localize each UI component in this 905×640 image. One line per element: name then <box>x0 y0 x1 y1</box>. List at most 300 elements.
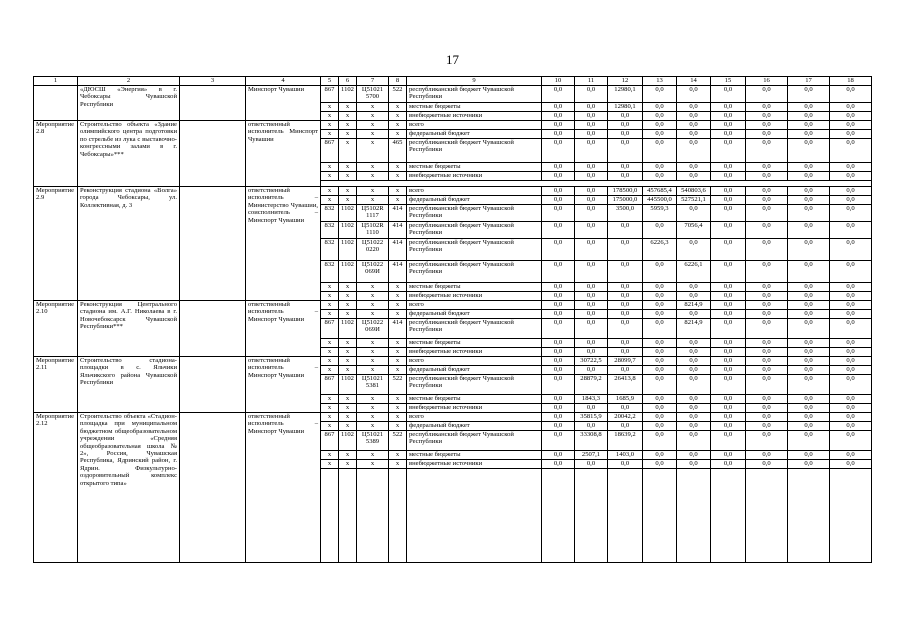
cell: 0,0 <box>788 339 830 348</box>
cell: x <box>339 283 357 292</box>
funding-source: местные бюджеты <box>407 283 542 292</box>
cell: x <box>339 366 357 375</box>
cell: x <box>339 187 357 196</box>
cell: 0,0 <box>677 163 711 172</box>
cell: 0,0 <box>677 172 711 181</box>
col-header: 10 <box>542 77 575 86</box>
cell <box>180 187 246 301</box>
cell: 0,0 <box>711 196 746 205</box>
cell: 1403,0 <box>608 451 643 460</box>
col-header: 13 <box>643 77 677 86</box>
measure-title: Строительство объекта «Здание олимпийского центра подготовки по стрельбе из лука с выставочно-конгрессными залами в г. Чебоксары»*** <box>78 121 180 187</box>
cell: 0,0 <box>711 310 746 319</box>
cell: 0,0 <box>711 348 746 357</box>
cell: x <box>321 112 339 121</box>
funding-source: внебюджетные источники <box>407 292 542 301</box>
cell: Ц51021 5389 <box>357 431 389 451</box>
cell: 2507,1 <box>575 451 608 460</box>
cell: x <box>339 112 357 121</box>
cell: 0,0 <box>746 339 788 348</box>
cell: 0,0 <box>677 283 711 292</box>
cell: 0,0 <box>830 130 872 139</box>
funding-source: республиканский бюджет Чувашской Республики <box>407 261 542 283</box>
cell: 1102 <box>339 431 357 451</box>
cell: 0,0 <box>788 292 830 301</box>
cell: 0,0 <box>677 422 711 431</box>
executor: ответственный исполнитель – Минспорт Чувашии <box>246 301 321 357</box>
cell: 0,0 <box>608 460 643 469</box>
cell <box>746 469 788 563</box>
cell: 0,0 <box>711 283 746 292</box>
cell <box>339 469 357 563</box>
cell: x <box>321 422 339 431</box>
cell: 0,0 <box>788 431 830 451</box>
cell: x <box>321 413 339 422</box>
cell: 0,0 <box>788 422 830 431</box>
cell: 0,0 <box>746 187 788 196</box>
cell: x <box>357 451 389 460</box>
cell: 0,0 <box>746 404 788 413</box>
cell: 0,0 <box>746 222 788 239</box>
cell: 867 <box>321 86 339 103</box>
cell: 465 <box>389 139 407 163</box>
cell: 0,0 <box>643 375 677 395</box>
cell: x <box>357 112 389 121</box>
executor: ответственный исполнитель Минспорт Чувашии <box>246 121 321 187</box>
cell: 0,0 <box>643 431 677 451</box>
executor: ответственный исполнитель – Минспорт Чувашии <box>246 413 321 563</box>
cell: 832 <box>321 261 339 283</box>
cell: x <box>357 292 389 301</box>
cell: 0,0 <box>575 348 608 357</box>
cell: 0,0 <box>542 222 575 239</box>
cell: x <box>357 130 389 139</box>
cell: Ц51022 069И <box>357 319 389 339</box>
col-header: 3 <box>180 77 246 86</box>
cell: 0,0 <box>746 348 788 357</box>
cell: 0,0 <box>711 366 746 375</box>
funding-source: федеральный бюджет <box>407 130 542 139</box>
header-row <box>34 77 872 86</box>
cell: 0,0 <box>830 301 872 310</box>
cell: 0,0 <box>608 366 643 375</box>
cell: 0,0 <box>608 163 643 172</box>
cell: x <box>357 163 389 172</box>
measure-title: Строительство объекта «Стадион-площадка при муниципальном бюджетном общеобразовательном учреждении «Средняя общеобразовательная школа № 2», Россия, Чувашская Республика, Ядринский район, г. Ядрин. Физкультурно-оздоровительный комплекс открытого типа» <box>78 413 180 563</box>
cell: 0,0 <box>788 357 830 366</box>
cell: 0,0 <box>830 172 872 181</box>
cell: x <box>389 395 407 404</box>
cell: 0,0 <box>711 205 746 222</box>
executor: ответственный исполнитель – Минспорт Чувашии <box>246 357 321 413</box>
cell: x <box>321 292 339 301</box>
cell: 522 <box>389 431 407 451</box>
cell: 0,0 <box>788 205 830 222</box>
program-measures-table <box>33 76 872 563</box>
cell: 0,0 <box>575 292 608 301</box>
cell: 0,0 <box>542 130 575 139</box>
cell: 0,0 <box>711 404 746 413</box>
cell: 0,0 <box>643 103 677 112</box>
cell: 0,0 <box>643 310 677 319</box>
cell: 0,0 <box>608 239 643 261</box>
cell: 0,0 <box>677 310 711 319</box>
cell: x <box>389 413 407 422</box>
cell: 0,0 <box>788 103 830 112</box>
cell: x <box>339 103 357 112</box>
cell: 0,0 <box>542 451 575 460</box>
cell: x <box>389 187 407 196</box>
cell: 0,0 <box>711 375 746 395</box>
cell: 0,0 <box>575 239 608 261</box>
cell: 867 <box>321 319 339 339</box>
cell: 0,0 <box>608 339 643 348</box>
cell: 0,0 <box>746 319 788 339</box>
cell: 0,0 <box>542 395 575 404</box>
cell <box>180 357 246 413</box>
cell: 0,0 <box>746 460 788 469</box>
cell: 0,0 <box>542 422 575 431</box>
cell: 0,0 <box>542 187 575 196</box>
cell: 0,0 <box>677 404 711 413</box>
cell: 0,0 <box>746 172 788 181</box>
cell: 0,0 <box>711 292 746 301</box>
cell: x <box>321 339 339 348</box>
cell: x <box>339 163 357 172</box>
cell: 457685,4 <box>643 187 677 196</box>
cell: 1102 <box>339 319 357 339</box>
cell: 0,0 <box>677 103 711 112</box>
cell: 0,0 <box>542 460 575 469</box>
cell <box>180 301 246 357</box>
cell: x <box>357 404 389 413</box>
cell: 0,0 <box>542 103 575 112</box>
cell: x <box>389 292 407 301</box>
col-header: 17 <box>788 77 830 86</box>
col-header: 6 <box>339 77 357 86</box>
cell: 0,0 <box>542 86 575 103</box>
cell: 0,0 <box>788 366 830 375</box>
cell: 0,0 <box>830 239 872 261</box>
cell: x <box>357 339 389 348</box>
table-row <box>34 187 872 196</box>
cell: 0,0 <box>830 292 872 301</box>
cell <box>608 469 643 563</box>
cell: 178500,0 <box>608 187 643 196</box>
cell: 0,0 <box>788 239 830 261</box>
cell: 7056,4 <box>677 222 711 239</box>
cell: 0,0 <box>542 357 575 366</box>
cell: 0,0 <box>542 205 575 222</box>
cell: 0,0 <box>575 139 608 163</box>
cell: 0,0 <box>746 196 788 205</box>
cell: x <box>339 339 357 348</box>
cell <box>542 469 575 563</box>
cell: 0,0 <box>575 86 608 103</box>
cell: 0,0 <box>711 301 746 310</box>
measure-title: Строительство стадиона-площадки в с. Яльчики Яльчикского района Чувашской Республики <box>78 357 180 413</box>
cell <box>788 469 830 563</box>
cell: 0,0 <box>575 187 608 196</box>
cell: 0,0 <box>575 112 608 121</box>
funding-source: всего <box>407 413 542 422</box>
cell: 0,0 <box>711 422 746 431</box>
cell: 0,0 <box>788 310 830 319</box>
cell: 414 <box>389 261 407 283</box>
cell: x <box>389 301 407 310</box>
cell: 0,0 <box>608 283 643 292</box>
cell: 0,0 <box>677 205 711 222</box>
cell: Ц51021 5381 <box>357 375 389 395</box>
cell: x <box>357 357 389 366</box>
cell: x <box>321 451 339 460</box>
cell: 0,0 <box>677 413 711 422</box>
cell: 0,0 <box>788 413 830 422</box>
cell: 0,0 <box>830 139 872 163</box>
cell: 0,0 <box>711 451 746 460</box>
cell: 0,0 <box>746 395 788 404</box>
cell: 0,0 <box>608 222 643 239</box>
cell: 0,0 <box>575 121 608 130</box>
funding-source: внебюджетные источники <box>407 348 542 357</box>
cell: 0,0 <box>711 130 746 139</box>
cell: 0,0 <box>608 261 643 283</box>
cell: 0,0 <box>830 261 872 283</box>
cell: x <box>339 451 357 460</box>
cell: 0,0 <box>643 395 677 404</box>
cell: x <box>357 413 389 422</box>
cell: 0,0 <box>677 139 711 163</box>
cell: 0,0 <box>746 86 788 103</box>
col-header: 1 <box>34 77 78 86</box>
cell: 28879,2 <box>575 375 608 395</box>
cell <box>575 469 608 563</box>
cell <box>711 469 746 563</box>
cell: 0,0 <box>746 357 788 366</box>
cell: 0,0 <box>608 404 643 413</box>
cell: x <box>339 292 357 301</box>
cell: 0,0 <box>746 205 788 222</box>
cell: 0,0 <box>711 103 746 112</box>
cell: 0,0 <box>746 451 788 460</box>
cell: x <box>389 163 407 172</box>
cell <box>389 469 407 563</box>
cell: 1102 <box>339 86 357 103</box>
col-header: 11 <box>575 77 608 86</box>
cell: 0,0 <box>542 163 575 172</box>
cell: 6226,1 <box>677 261 711 283</box>
cell: 1685,9 <box>608 395 643 404</box>
cell: 0,0 <box>643 404 677 413</box>
cell <box>357 469 389 563</box>
cell: 0,0 <box>542 366 575 375</box>
cell: 0,0 <box>788 130 830 139</box>
cell: x <box>357 366 389 375</box>
cell: 0,0 <box>575 301 608 310</box>
funding-source: федеральный бюджет <box>407 196 542 205</box>
cell: x <box>339 196 357 205</box>
cell: 0,0 <box>542 431 575 451</box>
cell: Ц5102R 1110 <box>357 222 389 239</box>
cell: 0,0 <box>643 460 677 469</box>
cell: 0,0 <box>677 239 711 261</box>
cell: 0,0 <box>575 366 608 375</box>
cell: 0,0 <box>575 163 608 172</box>
cell: 0,0 <box>788 163 830 172</box>
cell: 0,0 <box>830 348 872 357</box>
cell: x <box>389 283 407 292</box>
cell: 0,0 <box>575 130 608 139</box>
cell: 3500,0 <box>608 205 643 222</box>
cell: 0,0 <box>746 310 788 319</box>
cell: 0,0 <box>643 139 677 163</box>
cell: 0,0 <box>575 319 608 339</box>
cell: x <box>389 112 407 121</box>
cell: 0,0 <box>788 172 830 181</box>
cell: 0,0 <box>575 205 608 222</box>
cell: 0,0 <box>677 357 711 366</box>
cell: 0,0 <box>608 292 643 301</box>
funding-source: республиканский бюджет Чувашской Республики <box>407 239 542 261</box>
cell: Ц5102R 1117 <box>357 205 389 222</box>
cell: 0,0 <box>575 339 608 348</box>
cell: 6226,3 <box>643 239 677 261</box>
measure-id: Мероприятие 2.9 <box>34 187 78 301</box>
cell: 0,0 <box>542 196 575 205</box>
cell: 0,0 <box>608 121 643 130</box>
cell <box>407 469 542 563</box>
funding-source: федеральный бюджет <box>407 310 542 319</box>
cell: 0,0 <box>542 172 575 181</box>
cell: 12980,1 <box>608 103 643 112</box>
cell: 0,0 <box>711 187 746 196</box>
cell: 0,0 <box>788 121 830 130</box>
cell: 0,0 <box>788 460 830 469</box>
col-header: 12 <box>608 77 643 86</box>
executor: ответственный исполнитель – Министерство Чувашии, соисполнитель – Минспорт Чувашии <box>246 187 321 301</box>
cell: 1102 <box>339 261 357 283</box>
cell: 175000,0 <box>608 196 643 205</box>
cell: 0,0 <box>788 86 830 103</box>
cell: x <box>321 366 339 375</box>
cell: 0,0 <box>542 292 575 301</box>
cell: 0,0 <box>711 172 746 181</box>
cell <box>677 469 711 563</box>
cell: 0,0 <box>830 451 872 460</box>
col-header: 16 <box>746 77 788 86</box>
col-header: 7 <box>357 77 389 86</box>
cell: 0,0 <box>677 460 711 469</box>
cell: 0,0 <box>575 422 608 431</box>
cell: 1102 <box>339 222 357 239</box>
cell: 0,0 <box>830 86 872 103</box>
col-header: 15 <box>711 77 746 86</box>
cell: 0,0 <box>830 112 872 121</box>
cell: x <box>339 404 357 413</box>
cell: x <box>389 121 407 130</box>
cell: 0,0 <box>830 366 872 375</box>
cell: x <box>389 130 407 139</box>
executor: Минспорт Чувашии <box>246 86 321 121</box>
cell: 0,0 <box>746 375 788 395</box>
cell: 0,0 <box>677 375 711 395</box>
cell: 0,0 <box>711 319 746 339</box>
cell: 0,0 <box>542 139 575 163</box>
cell: 0,0 <box>542 121 575 130</box>
cell: 0,0 <box>677 366 711 375</box>
cell: x <box>321 460 339 469</box>
cell: 33308,8 <box>575 431 608 451</box>
cell: 0,0 <box>788 451 830 460</box>
measure-id: Мероприятие 2.11 <box>34 357 78 413</box>
cell: 0,0 <box>830 357 872 366</box>
cell: x <box>339 310 357 319</box>
cell: 0,0 <box>788 112 830 121</box>
cell: 0,0 <box>711 239 746 261</box>
cell: 0,0 <box>643 292 677 301</box>
cell: x <box>389 422 407 431</box>
cell: 0,0 <box>830 395 872 404</box>
cell: 0,0 <box>677 348 711 357</box>
cell: 0,0 <box>608 348 643 357</box>
cell: 414 <box>389 239 407 261</box>
cell: 445500,0 <box>643 196 677 205</box>
funding-source: местные бюджеты <box>407 395 542 404</box>
cell: 0,0 <box>788 395 830 404</box>
col-header: 14 <box>677 77 711 86</box>
cell: 0,0 <box>788 261 830 283</box>
cell: x <box>339 422 357 431</box>
cell: x <box>357 422 389 431</box>
cell: 0,0 <box>746 413 788 422</box>
cell: x <box>357 301 389 310</box>
cell: x <box>389 460 407 469</box>
cell: 0,0 <box>542 301 575 310</box>
cell: 0,0 <box>711 222 746 239</box>
cell: x <box>389 172 407 181</box>
cell: 0,0 <box>830 310 872 319</box>
cell: 0,0 <box>542 283 575 292</box>
cell: 0,0 <box>830 404 872 413</box>
cell: 12980,1 <box>608 86 643 103</box>
cell: 0,0 <box>830 319 872 339</box>
table-row <box>34 357 872 366</box>
cell: x <box>389 196 407 205</box>
measure-id <box>34 86 78 121</box>
cell: x <box>321 103 339 112</box>
cell: x <box>321 301 339 310</box>
cell: 0,0 <box>643 301 677 310</box>
cell: 0,0 <box>542 375 575 395</box>
cell: 0,0 <box>608 301 643 310</box>
funding-source: республиканский бюджет Чувашской Республики <box>407 431 542 451</box>
measure-title: Реконструкция стадиона «Волга» города Чебоксары, ул. Коллективная, д. 3 <box>78 187 180 301</box>
funding-source: всего <box>407 357 542 366</box>
cell: 0,0 <box>677 451 711 460</box>
cell: 0,0 <box>608 130 643 139</box>
cell: 0,0 <box>788 348 830 357</box>
cell: 8214,9 <box>677 301 711 310</box>
cell: 0,0 <box>746 130 788 139</box>
cell: 0,0 <box>643 366 677 375</box>
cell: x <box>321 187 339 196</box>
cell: x <box>321 404 339 413</box>
cell: 0,0 <box>788 375 830 395</box>
cell: x <box>321 357 339 366</box>
cell: 0,0 <box>746 103 788 112</box>
cell: x <box>321 172 339 181</box>
cell: 35815,9 <box>575 413 608 422</box>
